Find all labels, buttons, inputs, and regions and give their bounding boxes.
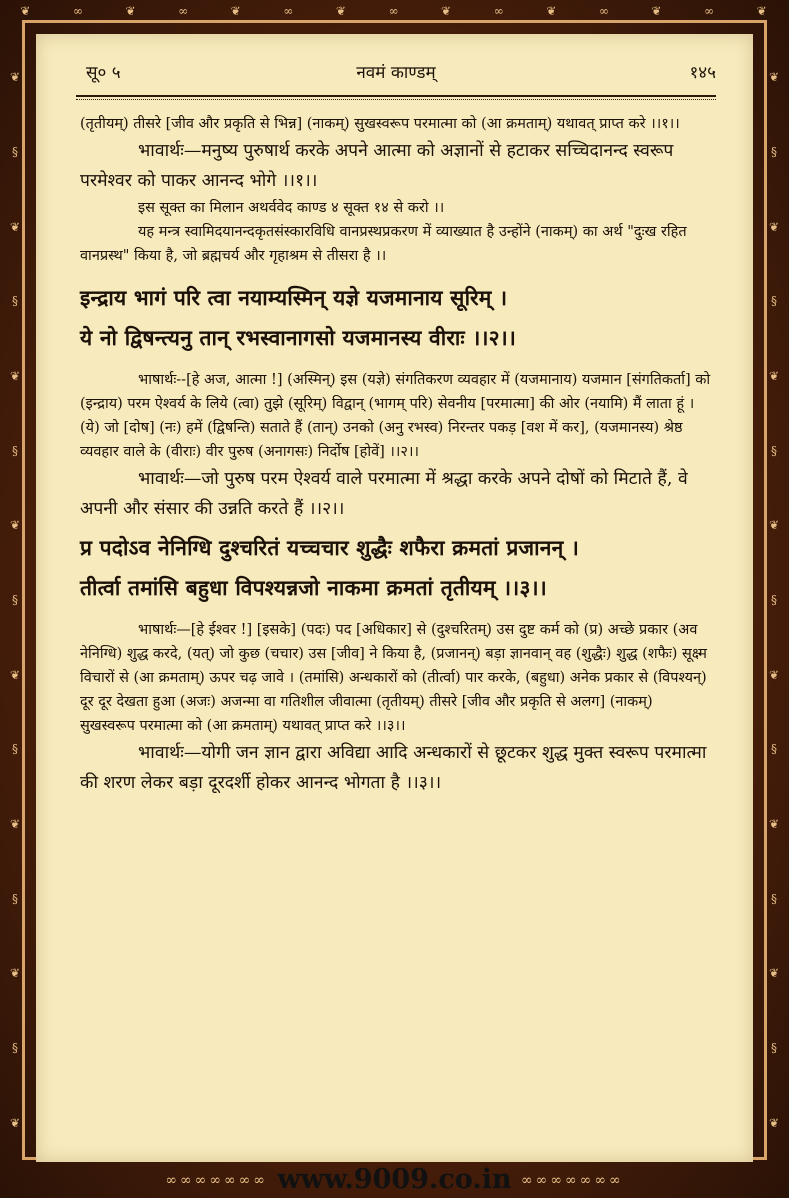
mantra-3-line-2: तीर्त्वा तमांसि बहुधा विपश्यन्नजो नाकमा क्रमतां तृतीयम् ।।३।। [80,575,547,600]
page-footer [0,1164,789,1198]
paragraph-bhashartha-3: भाषार्थः—[हे ईश्वर !] [इसके] (पदः) पद [अधिकार] से (दुश्चरितम्) उस दुष्ट कर्म को (प्र) अच्छे प्रकार (अव नेनिग्धि) शुद्ध करदे, (यत्) जो कुछ (चचार) उस [जीव] ने किया है, (प्रजानन्) बड़ा ज्ञानवान् वह (शुद्धैः) शुद्ध (शफैः) सूक्ष्म विचारों से (आ क्रमताम्) ऊपर चढ़ जावे । (तमांसि) अन्धकारों को (तीर्त्वा) पार करके, (बहुधा) अनेक प्रकार से (विपश्यन्) दूर दूर देखता हुआ (अजः) अजन्मा वा गतिशील जीवात्मा (तृतीयम्) तीसरे [जीव और प्रकृति से अलग] (नाकम्) सुखस्वरूप परमात्मा को (आ क्रमताम्) यथावत् प्राप्त करे ।।३।। [80,622,707,734]
frame-ornament-right: ❦ § ❦ § ❦ § ❦ § ❦ § ❦ § ❦ § ❦ [768,70,780,1130]
paragraph-bhavartha-2: भावार्थः—जो पुरुष परम ऐश्वर्य वाले परमात्मा में श्रद्धा करके अपने दोषों को मिटाते हैं, वे अपनी और संसार की उन्नति करते हैं ।।२।। [80,469,688,519]
footer-ornament-left: ∞∞∞∞∞∞∞ [165,1172,268,1189]
paragraph-note-comparison: इस सूक्त का मिलान अथर्ववेद काण्ड ४ सूक्त १४ से करो ।। [138,200,445,216]
mantra-3-line-1: प्र पदोऽव नेनिग्धि दुश्चरितं यच्चचार शुद्धैः शफैरा क्रमतां प्रजानन् । [80,535,580,560]
kanda-title: नवमं काण्डम् [356,63,436,83]
page-header [76,60,716,90]
mantra-2-line-1: इन्द्राय भागं परि त्वा नयाम्यस्मिन् यज्ञे यजमानाय सूरिम् । [80,285,508,310]
paragraph-bhavartha-3: भावार्थः—योगी जन ज्ञान द्वारा अविद्या आदि अन्धकारों से छूटकर शुद्ध मुक्त स्वरूप परमात्मा की शरण लेकर बड़ा दूरदर्शी होकर आनन्द भोगता है ।।३।। [80,743,707,793]
frame-ornament-top: ❦ ∞ ❦ ∞ ❦ ∞ ❦ ∞ ❦ ∞ ❦ ∞ ❦ ∞ ❦ [20,4,769,18]
mantra-2-line-2: ये नो द्विषन्त्यनु तान् रभस्वानागसो यजमानस्य वीराः ।।२।। [80,325,517,350]
book-page [36,34,753,1162]
frame-ornament-left: ❦ § ❦ § ❦ § ❦ § ❦ § ❦ § ❦ § ❦ [9,70,21,1130]
header-rule [76,92,716,100]
footer-ornament-right: ∞∞∞∞∞∞∞ [521,1172,624,1189]
sukta-number: सू० ५ [86,63,121,83]
paragraph-note-sanskaravidhi: यह मन्त्र स्वामिदयानन्दकृतसंस्कारविधि वानप्रस्थप्रकरण में व्याख्यात है उन्होंने (नाकम्) का अर्थ "दुःख रहित वानप्रस्थ" किया है, जो ब्रह्मचर्य और गृहाश्रम से तीसरा है ।। [80,224,687,264]
website-url: www.9009.co.in [277,1164,512,1195]
page-number: १४५ [689,63,716,83]
paragraph-translation-end-1: (तृतीयम्) तीसरे [जीव और प्रकृति से भिन्न] (नाकम्) सुखस्वरूप परमात्मा को (आ क्रमताम्) यथावत् प्राप्त करे ।।१।। [80,116,680,132]
paragraph-bhashartha-2: भाषार्थः--[हे अज, आत्मा !] (अस्मिन्) इस (यज्ञे) संगतिकरण व्यवहार में (यजमानाय) यजमान [संगतिकर्ता] को (इन्द्राय) परम ऐश्वर्य के लिये (त्वा) तुझे (सूरिम्) विद्वान् (भागम् परि) सेवनीय [परमात्मा] की ओर (नयामि) मैं लाता हूं । (ये) जो [दोष] (नः) हमें (द्विषन्ति) सताते हैं (तान्) उनको (अनु रभस्व) निरन्तर पकड़ [वश में कर], (यजमानस्य) श्रेष्ठ व्यवहार वाले के (वीराः) वीर पुरुष (अनागसः) निर्दोष [होवें] ।।२।। [80,372,711,460]
page-content [80,112,712,798]
paragraph-bhavartha-1: भावार्थः—मनुष्य पुरुषार्थ करके अपने आत्मा को अज्ञानों से हटाकर सच्चिदानन्द स्वरूप परमेश्वर को पाकर आनन्द भोगे ।।१।। [80,141,674,191]
